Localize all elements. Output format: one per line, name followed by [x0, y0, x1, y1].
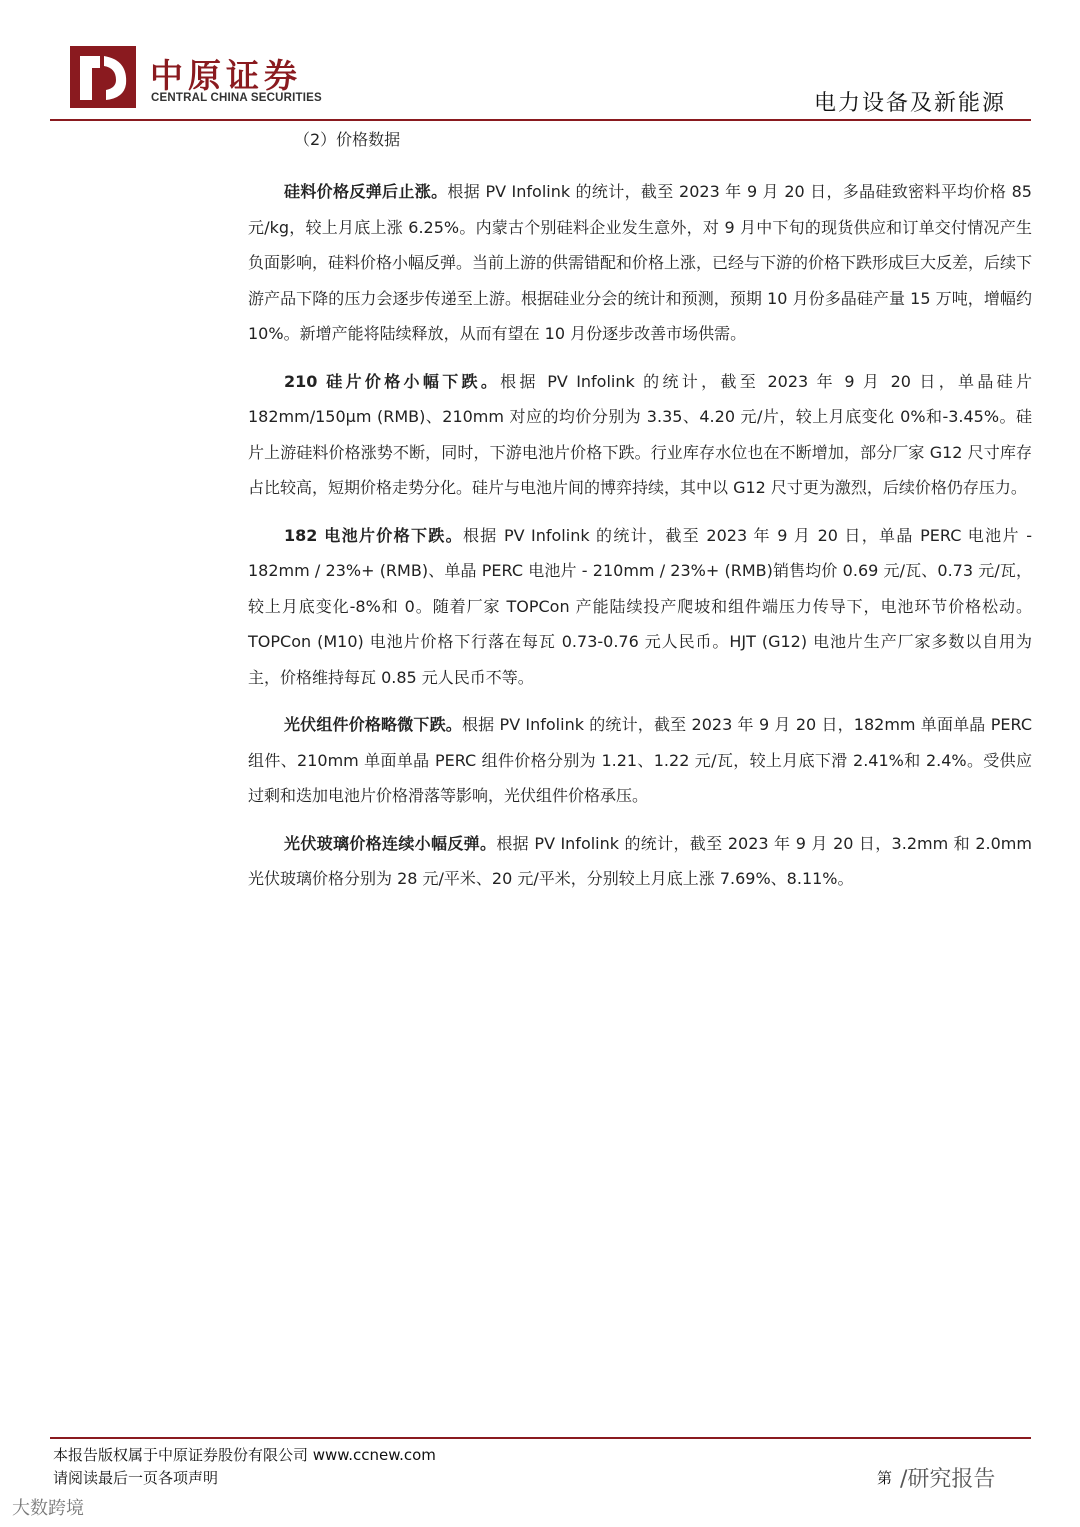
watermark-left: 大数跨境 [12, 1498, 84, 1519]
report-body [248, 128, 1032, 909]
paragraph-lead: 光伏玻璃价格连续小幅反弹。 [284, 833, 497, 853]
footer-copyright: 本报告版权属于中原证券股份有限公司 www.ccnew.com [53, 1446, 436, 1464]
company-logo-icon [70, 46, 136, 108]
paragraph-body: 根据 PV Infolink 的统计，截至 2023 年 9 月 20 日，多晶硅致密料平均价格 85 元/kg，较上月底上涨 6.25%。内蒙古个别硅料企业发生意外，对 9 月中下旬的现货供应和订单交付情况产生负面影响，硅料价格小幅反弹。当前上游的供需错配和价格上涨，已经与下游的价格下跌形成巨大反差，后续下游产品下降的压力会逐步传递至上游。根据硅业分会的统计和预测，预期 10 月份多晶硅产量 15 万吨，增幅约 10%。新增产能将陆续释放，从而有望在 10 月份逐步改善市场供需。 [248, 182, 1033, 343]
logo-chinese-name: 中原证券 [150, 56, 302, 95]
footer-divider [50, 1437, 1031, 1439]
paragraph-lead: 182 电池片价格下跌。 [284, 525, 463, 545]
paragraph-body: 根据 PV Infolink 的统计，截至 2023 年 9 月 20 日，182mm 单面单晶 PERC 组件、210mm 单面单晶 PERC 组件价格分别为 1.21、1.22 元/瓦，较上月底下滑 2.41%和 2.4%。受供应过剩和迭加电池片价格滑落等影响，光伏组件价格承压。 [248, 715, 1032, 805]
paragraph-body: 根据 PV Infolink 的统计，截至 2023 年 9 月 20 日，单晶 PERC 电池片 - 182mm / 23%+ (RMB)、单晶 PERC 电池片 - 210mm / 23%+ (RMB)销售均价 0.69 元/瓦、0.73 元/瓦，较上月底变化-8%和 0。随着厂家 TOPCon 产能陆续投产爬坡和组件端压力传导下，电池环节价格松动。TOPCon (M10) 电池片价格下行落在每瓦 0.73-0.76 元人民币。HJT (G12) 电池片生产厂家多数以自用为主，价格维持每瓦 0.85 元人民币不等。 [248, 525, 1032, 687]
paragraph-body: 根据 PV Infolink 的统计，截至 2023 年 9 月 20 日，单晶硅片 182mm/150μm (RMB)、210mm 对应的均价分别为 3.35、4.20 元/片，较上月底变化 0%和-3.45%。硅片上游硅料价格涨势不断，同时，下游电池片价格下跌。行业库存水位也在不断增加，部分厂家 G12 尺寸库存占比较高，短期价格走势分化。硅片与电池片间的博弈持续，其中以 G12 尺寸更为激烈，后续价格仍存压力。 [248, 371, 1032, 497]
paragraph-wafer [248, 364, 1032, 506]
logo-english-name: CENTRAL CHINA SECURITIES [151, 92, 322, 104]
footer-disclaimer: 请阅读最后一页各项声明 [53, 1469, 219, 1487]
watermark-right: /研究报告 [900, 1467, 996, 1492]
page-number: 第 [877, 1469, 893, 1487]
paragraph-lead: 光伏组件价格略微下跌。 [284, 715, 462, 734]
paragraph-lead: 硅料价格反弹后止涨。 [284, 182, 448, 201]
paragraph-module [248, 707, 1032, 814]
subheading: （2）价格数据 [294, 130, 401, 149]
paragraph-lead: 210 硅片价格小幅下跌。 [284, 371, 501, 391]
paragraph-body: 根据 PV Infolink 的统计，截至 2023 年 9 月 20 日，3.2mm 和 2.0mm 光伏玻璃价格分别为 28 元/平米、20 元/平米，分别较上月底上涨 7.69%、8.11%。 [248, 833, 1032, 888]
paragraph-cell [248, 518, 1032, 696]
section-title: 电力设备及新能源 [813, 91, 1006, 116]
header-divider [50, 119, 1031, 121]
paragraph-silicon-material [248, 174, 1032, 352]
paragraph-glass [248, 826, 1032, 897]
page-header [0, 0, 1080, 125]
